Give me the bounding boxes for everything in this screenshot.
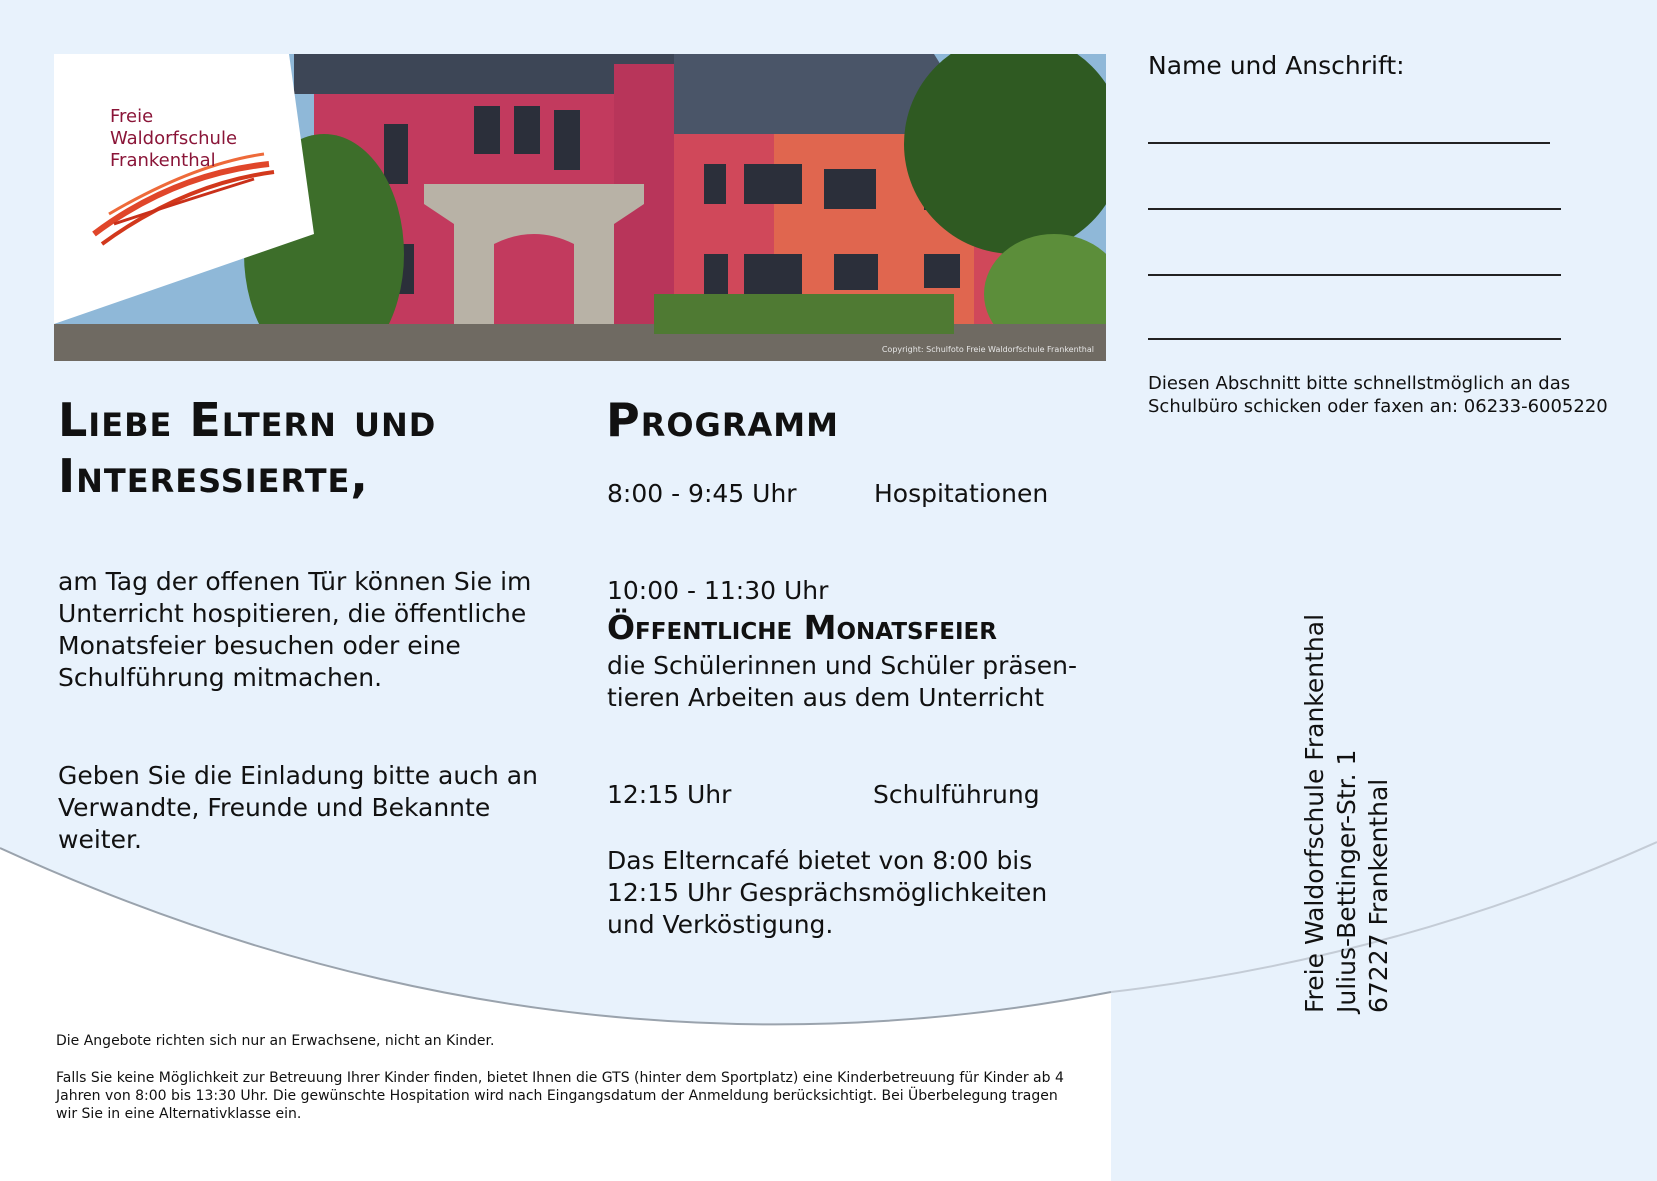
- cafe-line: und Verköstigung.: [607, 910, 834, 939]
- intro-paragraph: [58, 566, 531, 694]
- photo-credit: Copyright: Schulfoto Freie Waldorfschule Frankenthal: [881, 345, 1094, 354]
- footer-childcare-note: [56, 1069, 1106, 1123]
- program-heading: Programm: [606, 393, 839, 447]
- footer-adults-note: Die Angebote richten sich nur an Erwachsene, nicht an Kinder.: [56, 1033, 495, 1049]
- name-address-label: Name und Anschrift:: [1148, 51, 1405, 80]
- footer-line: Falls Sie keine Möglichkeit zur Betreuung Ihrer Kinder finden, bietet Ihnen die GTS (hinter dem Sportplatz) eine Kinderbetreuung für Kinder ab 4: [56, 1070, 1064, 1086]
- cafe-line: 12:15 Uhr Gesprächsmöglichkeiten: [607, 878, 1048, 907]
- description-line: die Schülerinnen und Schüler präsen-: [607, 651, 1077, 680]
- reply-note-line: Schulbüro schicken oder faxen an: 06233-6005220: [1148, 396, 1608, 417]
- address-line-street: Julius-Bettinger-Str. 1: [1332, 749, 1361, 1013]
- reply-note-line: Diesen Abschnitt bitte schnellstmöglich an das: [1148, 373, 1571, 394]
- program-item-2-title: Öffentliche Monatsfeier: [607, 608, 997, 647]
- school-address: [1299, 614, 1395, 1013]
- logo-line-2: Waldorfschule: [110, 128, 238, 149]
- program-item-1-time: 8:00 - 9:45 Uhr: [607, 479, 797, 508]
- cafe-paragraph: [607, 845, 1047, 941]
- greeting-heading-line-1: Liebe Eltern und: [58, 393, 437, 447]
- address-line-city: 67227 Frankenthal: [1364, 778, 1393, 1013]
- logo-line-1: Freie: [110, 106, 154, 127]
- address-write-line[interactable]: [1148, 274, 1561, 276]
- program-item-2-time: 10:00 - 11:30 Uhr: [607, 576, 829, 605]
- intro-line: Unterricht hospitieren, die öffentliche: [58, 599, 527, 628]
- forward-line: Verwandte, Freunde und Bekannte: [58, 793, 491, 822]
- greeting-heading: [58, 392, 436, 504]
- cafe-line: Das Elterncafé bietet von 8:00 bis: [607, 846, 1033, 875]
- logo-line-3: Frankenthal: [110, 150, 216, 171]
- description-line: tieren Arbeiten aus dem Unterricht: [607, 683, 1045, 712]
- footer-line: Jahren von 8:00 bis 13:30 Uhr. Die gewünschte Hospitation wird nach Eingangsdatum der Anmeldung berücksichtigt. Bei Überbelegung tragen: [56, 1088, 1058, 1104]
- forward-paragraph: [58, 760, 538, 856]
- address-line-school: Freie Waldorfschule Frankenthal: [1300, 613, 1329, 1013]
- reply-note: [1148, 372, 1608, 418]
- forward-line: weiter.: [58, 825, 142, 854]
- address-write-line[interactable]: [1148, 208, 1561, 210]
- forward-line: Geben Sie die Einladung bitte auch an: [58, 761, 538, 790]
- school-logo: [110, 106, 237, 172]
- intro-line: Schulführung mitmachen.: [58, 663, 383, 692]
- school-photo: [54, 54, 1106, 361]
- footer-line: wir Sie in eine Alternativklasse ein.: [56, 1106, 302, 1122]
- address-write-line[interactable]: [1148, 142, 1550, 144]
- greeting-heading-line-2: Interessierte,: [58, 449, 369, 503]
- program-item-1-label: Hospitationen: [874, 479, 1049, 508]
- intro-line: am Tag der offenen Tür können Sie im: [58, 567, 532, 596]
- address-write-line[interactable]: [1148, 338, 1561, 340]
- program-item-3-time: 12:15 Uhr: [607, 780, 732, 809]
- program-item-2-description: [607, 650, 1077, 714]
- intro-line: Monatsfeier besuchen oder eine: [58, 631, 461, 660]
- program-item-3-label: Schulführung: [873, 780, 1040, 809]
